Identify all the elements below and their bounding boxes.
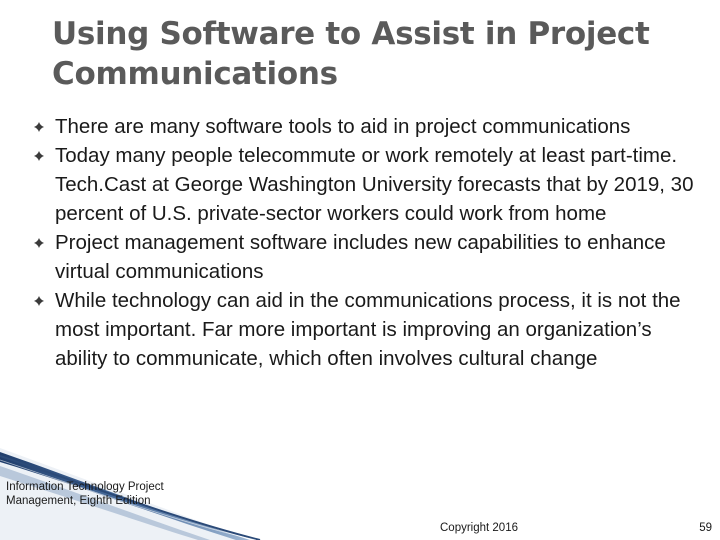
bullet-text: There are many software tools to aid in project communications: [55, 115, 631, 138]
footer-copyright: Copyright 2016: [440, 522, 518, 534]
bullet-list: [34, 112, 694, 373]
bullet-text: While technology can aid in the communications process, it is not the most important. Far more important is improving an organization’s ability to communicate, which often involves cultural change: [55, 289, 681, 370]
four-petal-bullet-icon: [34, 122, 44, 132]
footer-book-title: [6, 480, 206, 508]
bullet-text: Project management software includes new capabilities to enhance virtual communications: [55, 231, 666, 283]
bullet-item: [34, 141, 694, 228]
slide-title: Using Software to Assist in Project Communications: [52, 16, 650, 92]
bullet-item: [34, 228, 694, 286]
footer-book-title-line1: Information Technology Project: [6, 481, 164, 493]
bullet-item: [34, 112, 694, 141]
footer-book-title-line2: Management, Eighth Edition: [6, 495, 151, 507]
bullet-item: [34, 286, 694, 373]
four-petal-bullet-icon: [34, 238, 44, 248]
four-petal-bullet-icon: [34, 296, 44, 306]
page-number: 59: [699, 522, 712, 534]
bullet-text: Today many people telecommute or work remotely at least part-time. Tech.Cast at George Washington University forecasts that by 2019, 30 percent of U.S. private-sector workers could work from home: [55, 144, 694, 225]
four-petal-bullet-icon: [34, 151, 44, 161]
